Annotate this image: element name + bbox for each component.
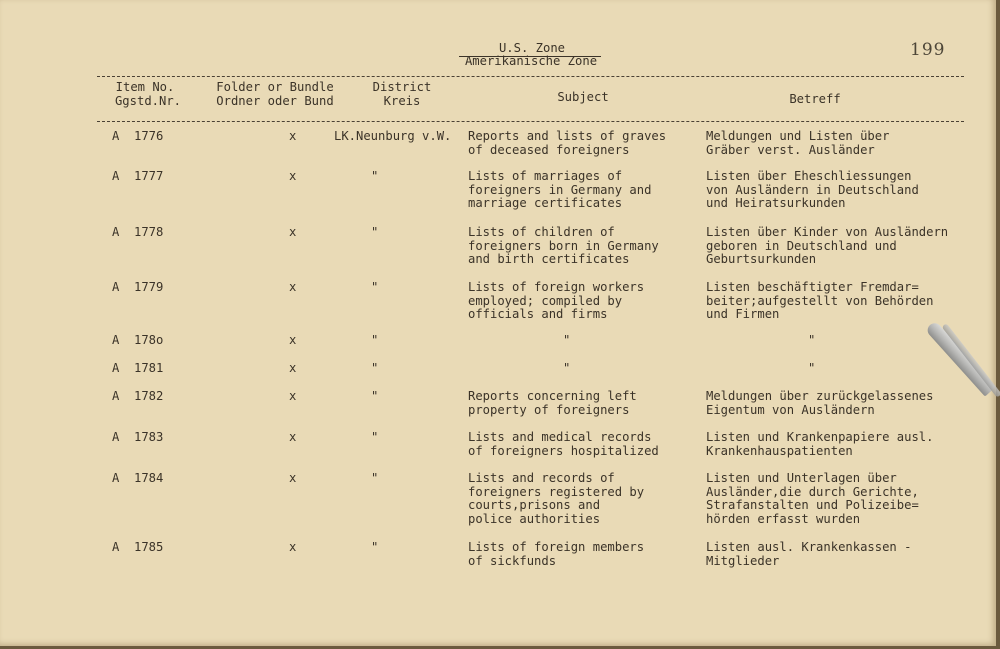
district: " [371, 430, 379, 444]
subject: Reports and lists of graves of deceased foreigners [468, 129, 667, 157]
col-district-de: Kreis [383, 94, 421, 108]
folder-mark: x [289, 280, 297, 294]
item-number: A 1776 [112, 129, 164, 143]
col-folder-de: Ordner oder Bund [216, 94, 334, 108]
folder-mark: x [289, 129, 297, 143]
subject: " [563, 361, 571, 375]
item-number: A 1779 [112, 280, 164, 294]
subject: " [563, 333, 571, 347]
tweezer-arm [942, 323, 1000, 398]
district: " [371, 471, 379, 485]
item-number: A 1784 [112, 471, 164, 485]
header-bottom-rule [97, 121, 964, 122]
subject: Lists of foreign workers employed; compiled by officials and firms [468, 280, 645, 322]
item-number: A 178o [112, 333, 164, 347]
col-subject: Subject [557, 90, 609, 104]
betreff: Listen ausl. Krankenkassen - Mitglieder [706, 540, 912, 568]
folder-mark: x [289, 540, 297, 554]
betreff: Meldungen über zurückgelassenes Eigentum von Ausländern [706, 389, 934, 417]
item-number: A 1777 [112, 169, 164, 183]
district: " [371, 361, 379, 375]
district: " [371, 389, 379, 403]
page-number: 199 [910, 40, 946, 60]
col-item-en: Item No. [115, 80, 175, 94]
folder-mark: x [289, 333, 297, 347]
item-number: A 1783 [112, 430, 164, 444]
district: " [371, 225, 379, 239]
betreff: Listen über Eheschliessungen von Ausländern in Deutschland und Heiratsurkunden [706, 169, 919, 211]
betreff: Listen beschäftigter Fremdar= beiter;aufgestellt von Behörden und Firmen [706, 280, 934, 322]
betreff: Listen und Unterlagen über Ausländer,die durch Gerichte, Strafanstalten und Polizeibe= hörden erfasst wurden [706, 471, 919, 526]
folder-mark: x [289, 430, 297, 444]
betreff: " [808, 361, 816, 375]
item-number: A 1781 [112, 361, 164, 375]
folder-mark: x [289, 225, 297, 239]
item-number: A 1785 [112, 540, 164, 554]
zone-title-en: U.S. Zone [498, 41, 566, 55]
subject: Lists of marriages of foreigners in Germany and marriage certificates [468, 169, 652, 211]
col-district-en: District [372, 80, 432, 94]
district: " [371, 540, 379, 554]
betreff: Listen und Krankenpapiere ausl. Krankenhauspatienten [706, 430, 934, 458]
folder-mark: x [289, 361, 297, 375]
district: " [371, 169, 379, 183]
subject: Lists and records of foreigners registered by courts,prisons and police authorities [468, 471, 645, 526]
item-number: A 1782 [112, 389, 164, 403]
subject: Lists and medical records of foreigners hospitalized [468, 430, 659, 458]
betreff: Listen über Kinder von Ausländern geboren in Deutschland und Geburtsurkunden [706, 225, 949, 267]
zone-title-de: Amerikanische Zone [464, 54, 598, 68]
district: LK.Neunburg v.W. [334, 129, 452, 143]
col-folder-en: Folder or Bundle [216, 80, 334, 94]
folder-mark: x [289, 169, 297, 183]
district: " [371, 333, 379, 347]
folder-mark: x [289, 389, 297, 403]
betreff: " [808, 333, 816, 347]
header-top-rule [97, 76, 964, 77]
subject: Reports concerning left property of foreigners [468, 389, 637, 417]
folder-mark: x [289, 471, 297, 485]
subject: Lists of foreign members of sickfunds [468, 540, 645, 568]
betreff: Meldungen und Listen über Gräber verst. Ausländer [706, 129, 890, 157]
item-number: A 1778 [112, 225, 164, 239]
col-item-de: Ggstd.Nr. [114, 94, 182, 108]
tweezer-tip [925, 320, 996, 396]
district: " [371, 280, 379, 294]
subject: Lists of children of foreigners born in Germany and birth certificates [468, 225, 659, 267]
col-betreff: Betreff [789, 92, 841, 106]
